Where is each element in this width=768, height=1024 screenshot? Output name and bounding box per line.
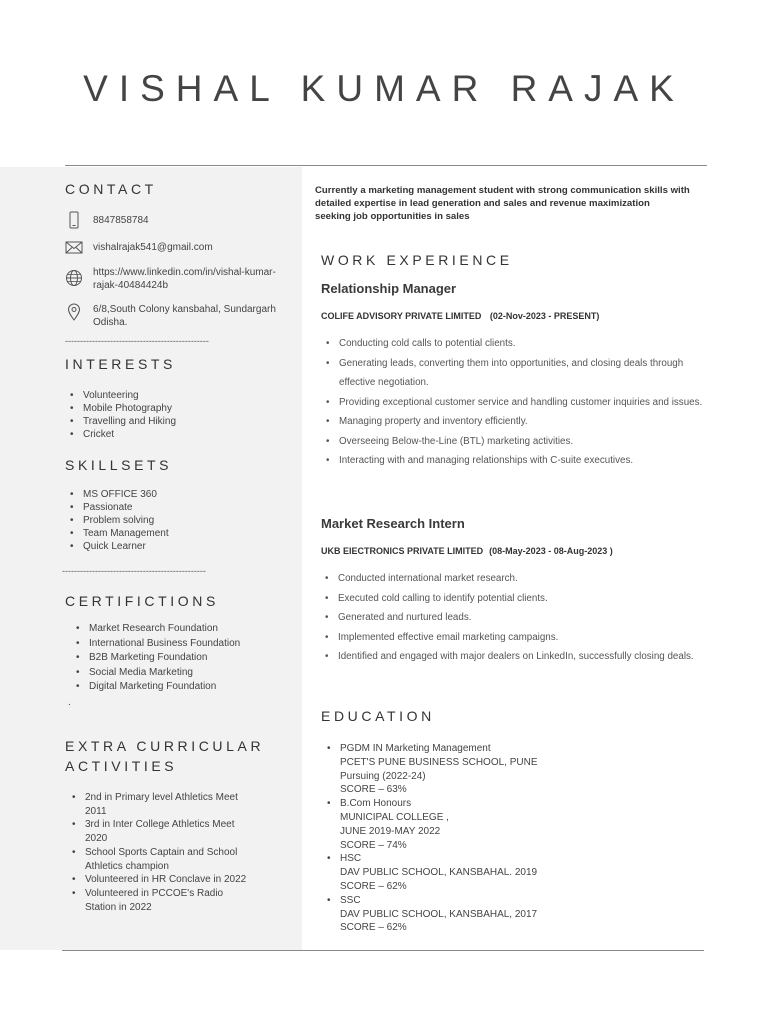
list-item: • Passionate [65,501,169,514]
edu-line: SCORE – 62% [340,880,407,892]
list-item: • Mobile Photography [65,402,176,415]
bottom-divider [62,950,704,951]
list-item: • Market Research Foundation [71,622,240,637]
list-item [322,797,702,852]
extra-line: Station in 2022 [85,901,152,913]
summary-line-3: seeking job opportunities in sales [315,211,470,222]
edu-line: DAV PUBLIC SCHOOL, KANSBAHAL. 2019 [340,867,538,879]
list-item [322,852,702,893]
skillsets-list [65,488,169,553]
list-item: • Overseeing Below-the-Line (BTL) marketing activities. [321,432,706,452]
edu-line: SCORE – 62% [340,922,407,934]
education-list [322,742,702,935]
list-item: • International Business Foundation [71,637,240,652]
sidebar-divider-1: ------------------------------------------------ [65,336,209,346]
address-line-1: 6/8,South Colony kansbahal, Sundargarh [93,304,276,315]
globe-icon [65,269,83,287]
edu-line: SCORE – 74% [340,839,407,851]
list-item: • Conducted international market research. [320,569,705,589]
phone-text: 8847858784 [93,215,149,226]
list-item: • Managing property and inventory efficiently. [321,412,706,432]
edu-line: • PGDM IN Marketing Management [340,743,491,754]
list-item [322,894,702,935]
sidebar-divider-2: ------------------------------------------------ [62,566,206,576]
edu-line: MUNICIPAL COLLEGE , [340,811,449,823]
job-dates: (02-Nov-2023 - PRESENT) [487,311,600,321]
edu-line: SCORE – 63% [340,784,407,796]
list-item: • Social Media Marketing [71,666,240,681]
job-title-1: Relationship Manager [321,281,457,296]
contact-email[interactable] [65,238,213,256]
list-item: • Providing exceptional customer service and handling customer inquiries and issues. [321,393,706,413]
list-item: • Generating leads, converting them into opportunities, and closing deals through effective negotiation. [321,354,706,393]
list-item: • MS OFFICE 360 [65,488,169,501]
skillsets-title: SKILLSETS [65,457,173,473]
phone-icon [65,211,83,229]
list-item [67,791,297,818]
contact-title: CONTACT [65,181,157,197]
list-item: • Interacting with and managing relationships with C-suite executives. [321,451,706,471]
extra-line: 2020 [85,833,108,845]
edu-line: PCET'S PUNE BUSINESS SCHOOL, PUNE [340,756,538,768]
interests-title: INTERESTS [65,356,176,372]
address-text [93,303,276,329]
edu-line: • HSC [340,853,362,865]
job-company-2 [321,546,613,556]
contact-phone [65,211,149,229]
extra-line: • 2nd in Primary level Athletics Meet [85,792,238,803]
extra-title-line-2: ACTIVITIES [65,758,178,774]
extra-title-line-1: EXTRA CURRICULAR [65,738,265,754]
list-item: • B2B Marketing Foundation [71,651,240,666]
linkedin-line-2: rajak-40484424b [93,280,169,291]
extra-line: Athletics champion [85,860,169,872]
edu-line: Pursuing (2022-24) [340,770,426,782]
location-pin-icon [65,303,83,321]
summary-line-1: Currently a marketing management student with strong communication skills with [315,185,690,196]
list-item: • Travelling and Hiking [65,415,176,428]
certifications-list [71,622,240,695]
interests-list [65,389,176,441]
list-item: • Quick Learner [65,540,169,553]
address-line-2: Odisha. [93,317,128,328]
stray-dot: . [68,697,71,708]
list-item: • Cricket [65,428,176,441]
top-divider [65,165,707,166]
extra-curricular-title [65,736,264,776]
contact-linkedin[interactable] [65,266,276,292]
company-name: COLIFE ADVISORY PRIVATE LIMITED [321,311,482,321]
contact-address [65,303,276,329]
edu-line: DAV PUBLIC SCHOOL, KANSBAHAL, 2017 [340,908,538,920]
resume-name: VISHAL KUMAR RAJAK [83,68,685,109]
list-item: • Generated and nurtured leads. [320,608,705,628]
job-company-1 [321,311,599,321]
job-dates: (08-May-2023 - 08-Aug-2023 ) [489,546,613,556]
list-item [67,887,297,914]
list-item [322,742,702,797]
list-item: • Problem solving [65,514,169,527]
job-title-2: Market Research Intern [321,516,465,531]
list-item [67,818,297,845]
certifications-title: CERTIFICTIONS [65,593,219,609]
list-item: • Conducting cold calls to potential clients. [321,334,706,354]
list-item [67,846,297,873]
summary-line-2: detailed expertise in lead generation and sales and revenue maximization [315,198,650,209]
extra-line: • Volunteered in PCCOE's Radio [85,887,224,899]
list-item: • Implemented effective email marketing campaigns. [320,628,705,648]
extra-line: • Volunteered in HR Conclave in 2022 [85,874,247,886]
extra-line: 2011 [85,805,107,817]
extra-line: • School Sports Captain and School [85,846,238,858]
list-item: • Volunteering [65,389,176,402]
edu-line: • SSC [340,894,361,906]
education-title: EDUCATION [321,708,435,724]
company-name: UKB EIECTRONICS PRIVATE LIMITED [321,546,484,556]
list-item: • Identified and engaged with major dealers on LinkedIn, successfully closing deals. [320,647,705,667]
list-item: • Team Management [65,527,169,540]
email-text[interactable]: vishalrajak541@gmail.com [93,242,213,253]
mail-icon [65,238,83,256]
profile-summary [315,184,710,223]
job-duties-1 [321,334,706,471]
list-item: • Executed cold calling to identify potential clients. [320,589,705,609]
edu-line: • B.Com Honours [340,798,412,810]
job-duties-2 [320,569,705,667]
extra-line: • 3rd in Inter College Athletics Meet [85,819,235,831]
work-experience-title: WORK EXPERIENCE [321,252,513,268]
list-item [67,873,297,887]
linkedin-text[interactable] [93,266,276,292]
list-item: • Digital Marketing Foundation [71,680,240,695]
extra-curricular-list [67,791,297,914]
edu-line: JUNE 2019-MAY 2022 [340,825,441,837]
linkedin-line-1: https://www.linkedin.com/in/vishal-kumar- [93,267,276,278]
